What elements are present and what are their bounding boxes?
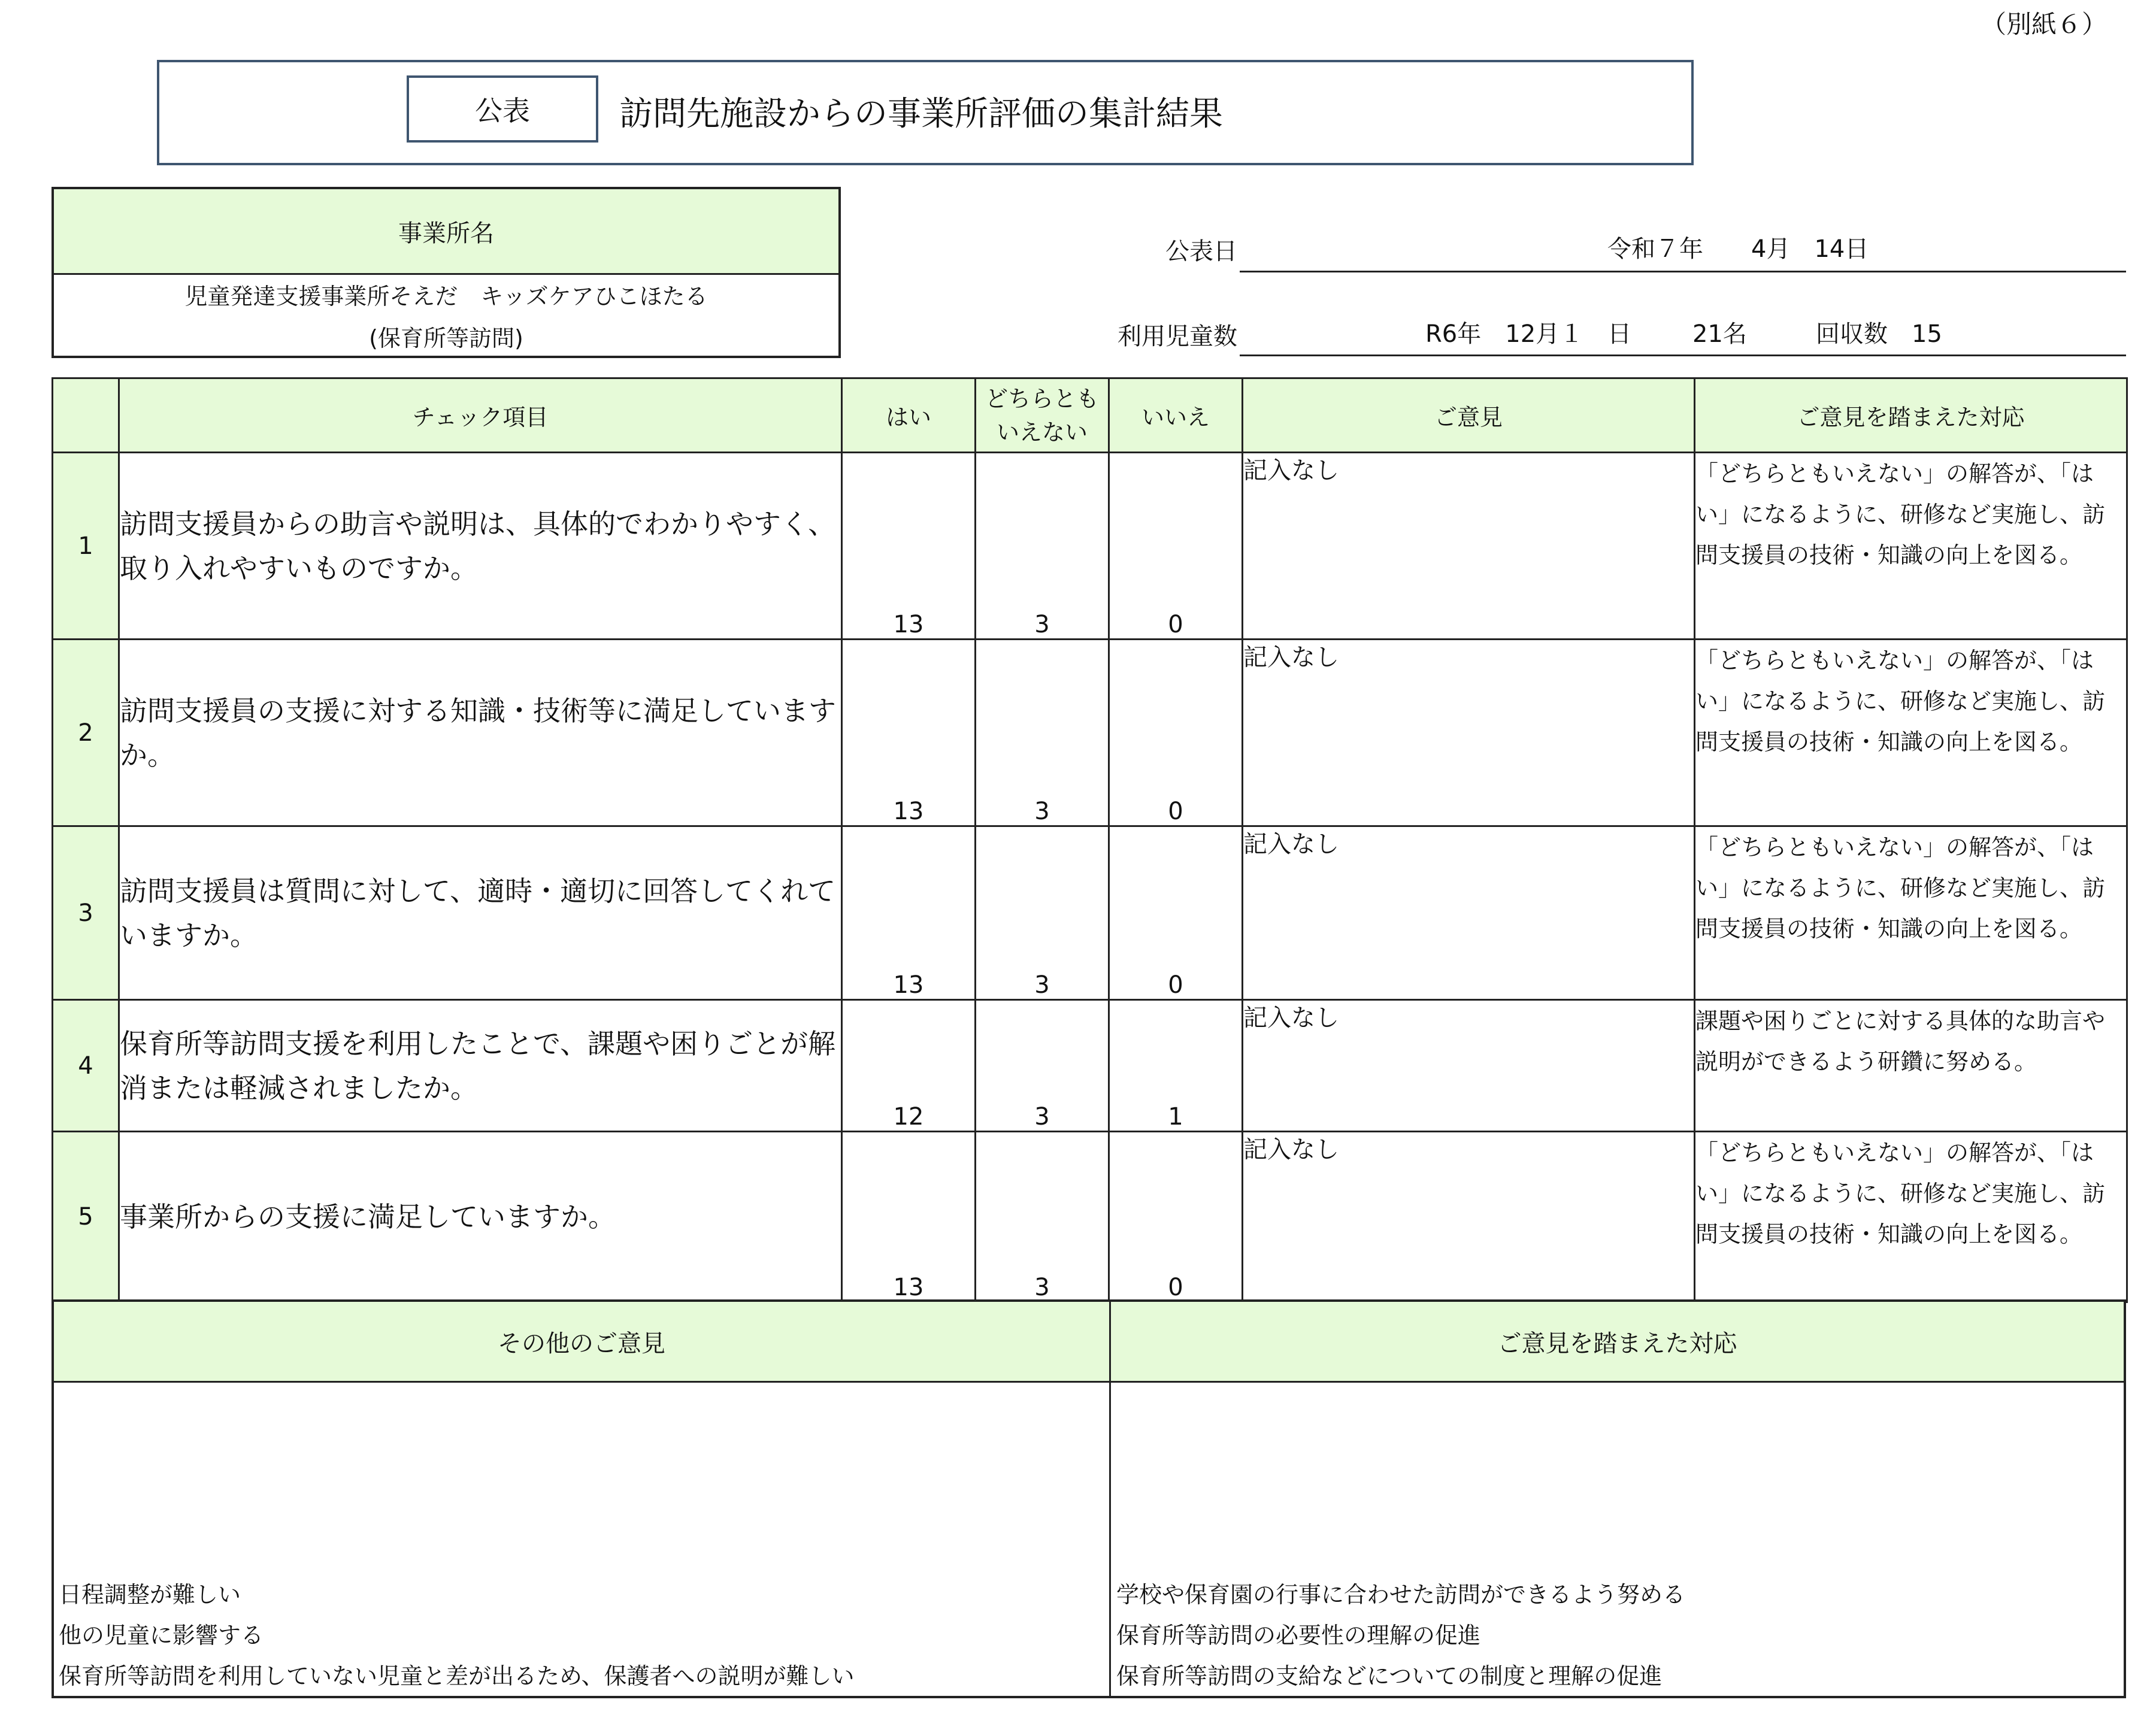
table-row bbox=[53, 640, 2127, 826]
header-no: いいえ bbox=[1109, 378, 1243, 453]
publish-date-line bbox=[1240, 271, 2126, 272]
row-opinion: 記入なし bbox=[1243, 640, 1695, 826]
other-opinions-box bbox=[52, 1299, 2126, 1698]
header-neither: どちらとも いえない bbox=[976, 378, 1109, 453]
row-yes-count: 12 bbox=[842, 1000, 976, 1132]
row-response: 「どちらともいえない」の解答が、「はい」になるように、研修など実施し、訪問支援員の技術・知識の向上を図る。 bbox=[1695, 640, 2127, 826]
publish-date-value: 令和７年 4月 14日 bbox=[1607, 235, 1869, 263]
office-name-line2: (保育所等訪問) bbox=[369, 325, 523, 352]
header-response: ご意見を踏まえた対応 bbox=[1695, 378, 2127, 453]
row-number: 3 bbox=[53, 826, 119, 1000]
row-question: 訪問支援員は質問に対して、適時・適切に回答してくれていますか。 bbox=[119, 826, 842, 1000]
publish-badge: 公表 bbox=[407, 75, 598, 143]
row-no-count: 0 bbox=[1109, 1132, 1243, 1302]
row-neither-count: 3 bbox=[976, 1132, 1109, 1302]
row-opinion: 記入なし bbox=[1243, 453, 1695, 640]
table-row bbox=[53, 453, 2127, 640]
row-no-count: 0 bbox=[1109, 640, 1243, 826]
other-opinion-item: 保育所等訪問を利用していない児童と差が出るため、保護者への説明が難しい bbox=[59, 1663, 855, 1689]
other-response-item: 学校や保育園の行事に合わせた訪問ができるよう努める bbox=[1116, 1581, 1686, 1608]
table-row bbox=[53, 1000, 2127, 1132]
row-neither-count: 3 bbox=[976, 640, 1109, 826]
table-row bbox=[53, 826, 2127, 1000]
title-box bbox=[157, 60, 1694, 165]
row-neither-count: 3 bbox=[976, 1000, 1109, 1132]
header-yes: はい bbox=[842, 378, 976, 453]
publish-date-label: 公表日 bbox=[1165, 238, 1237, 265]
row-response: 「どちらともいえない」の解答が、「はい」になるように、研修など実施し、訪問支援員の技術・知識の向上を図る。 bbox=[1695, 453, 2127, 640]
row-opinion: 記入なし bbox=[1243, 1000, 1695, 1132]
row-response: 「どちらともいえない」の解答が、「はい」になるように、研修など実施し、訪問支援員の技術・知識の向上を図る。 bbox=[1695, 1132, 2127, 1302]
row-opinion: 記入なし bbox=[1243, 1132, 1695, 1302]
row-yes-count: 13 bbox=[842, 640, 976, 826]
page-title: 訪問先施設からの事業所評価の集計結果 bbox=[619, 95, 1223, 134]
office-name-line1: 児童発達支援事業所そえだ キッズケアひこほたる bbox=[184, 283, 708, 310]
row-opinion: 記入なし bbox=[1243, 826, 1695, 1000]
office-name bbox=[54, 275, 838, 360]
evaluation-table bbox=[52, 377, 2128, 1303]
child-count-line bbox=[1240, 355, 2126, 356]
office-box bbox=[52, 187, 841, 358]
header-opinion: ご意見 bbox=[1243, 378, 1695, 453]
other-response-list bbox=[1116, 1383, 2116, 1696]
other-opinion-item: 他の児童に影響する bbox=[59, 1622, 264, 1649]
row-yes-count: 13 bbox=[842, 826, 976, 1000]
child-count-label: 利用児童数 bbox=[1118, 323, 1237, 350]
other-opinions-list bbox=[59, 1383, 1101, 1696]
row-yes-count: 13 bbox=[842, 1132, 976, 1302]
row-neither-count: 3 bbox=[976, 826, 1109, 1000]
office-label: 事業所名 bbox=[54, 189, 838, 275]
row-question: 訪問支援員からの助言や説明は、具体的でわかりやすく、取り入れやすいものですか。 bbox=[119, 453, 842, 640]
table-header-row bbox=[53, 378, 2127, 453]
other-response-item: 保育所等訪問の必要性の理解の促進 bbox=[1116, 1622, 1481, 1649]
row-no-count: 0 bbox=[1109, 826, 1243, 1000]
other-response-label: ご意見を踏まえた対応 bbox=[1111, 1302, 2124, 1383]
row-question: 訪問支援員の支援に対する知識・技術等に満足していますか。 bbox=[119, 640, 842, 826]
row-yes-count: 13 bbox=[842, 453, 976, 640]
row-no-count: 1 bbox=[1109, 1000, 1243, 1132]
row-number: 1 bbox=[53, 453, 119, 640]
other-opinions-label: その他のご意見 bbox=[54, 1302, 1109, 1383]
row-neither-count: 3 bbox=[976, 453, 1109, 640]
row-response: 課題や困りごとに対する具体的な助言や説明ができるよう研鑽に努める。 bbox=[1695, 1000, 2127, 1132]
row-response: 「どちらともいえない」の解答が、「はい」になるように、研修など実施し、訪問支援員の技術・知識の向上を図る。 bbox=[1695, 826, 2127, 1000]
collected-count: 回収数 15 bbox=[1816, 320, 1942, 348]
row-question: 保育所等訪問支援を利用したことで、課題や困りごとが解消または軽減されましたか。 bbox=[119, 1000, 842, 1132]
bottom-divider bbox=[1109, 1302, 1111, 1696]
row-number: 4 bbox=[53, 1000, 119, 1132]
row-number: 2 bbox=[53, 640, 119, 826]
child-count: 21名 bbox=[1692, 320, 1747, 348]
usage-date: R6年 12月１ 日 bbox=[1425, 320, 1632, 348]
row-no-count: 0 bbox=[1109, 453, 1243, 640]
header-number bbox=[53, 378, 119, 453]
annex-label: （別紙６） bbox=[1981, 10, 2107, 39]
other-opinion-item: 日程調整が難しい bbox=[59, 1581, 241, 1608]
other-response-item: 保育所等訪問の支給などについての制度と理解の促進 bbox=[1116, 1663, 1663, 1689]
row-question: 事業所からの支援に満足していますか。 bbox=[119, 1132, 842, 1302]
header-check-item: チェック項目 bbox=[119, 378, 842, 453]
row-number: 5 bbox=[53, 1132, 119, 1302]
table-row bbox=[53, 1132, 2127, 1302]
